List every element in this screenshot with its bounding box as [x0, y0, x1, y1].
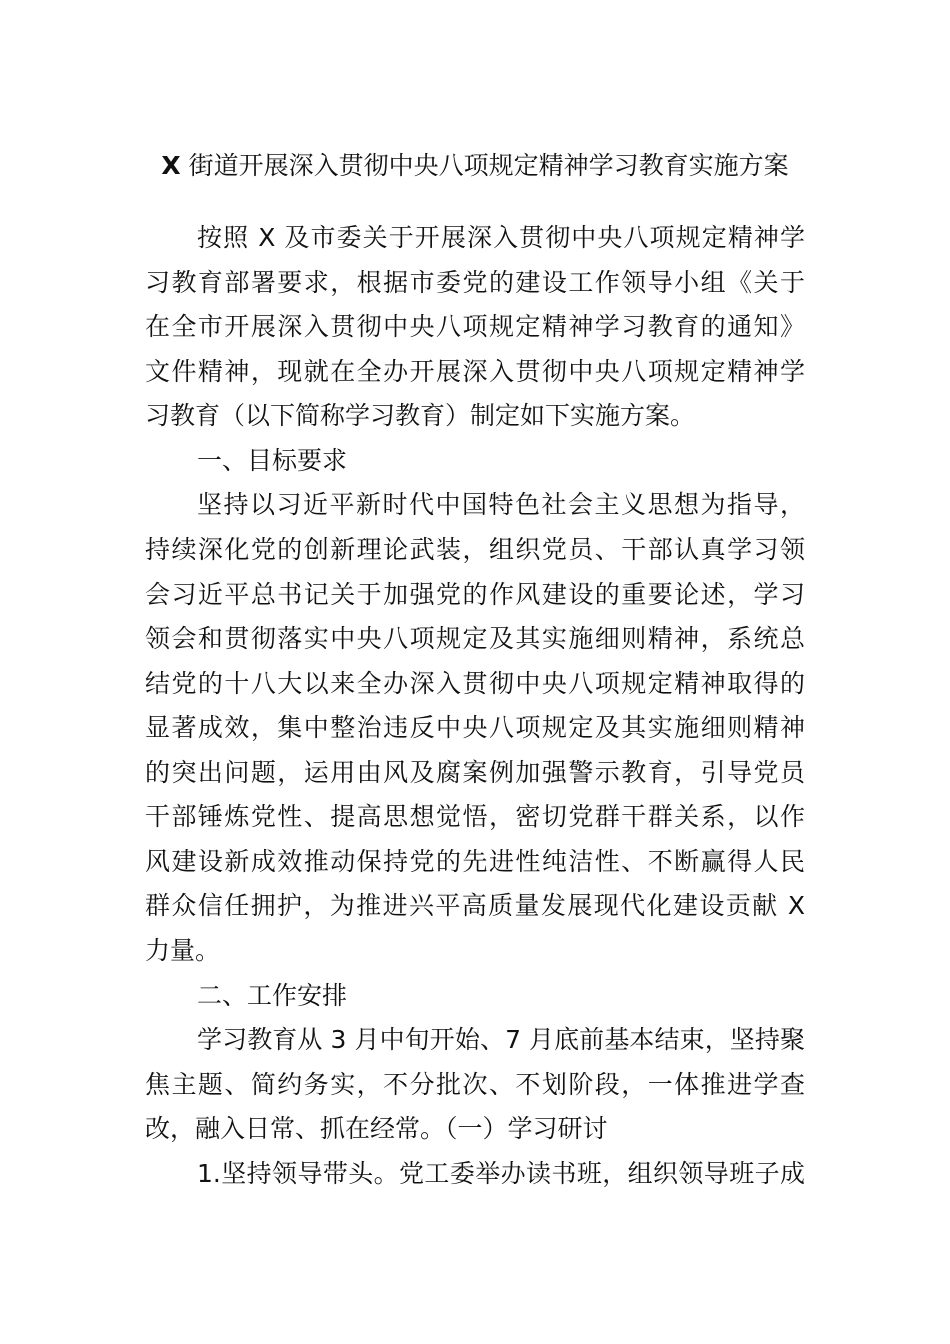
document-body — [145, 216, 805, 1196]
text-line: 结党的十八大以来全办深入贯彻中央八项规定精神取得的 — [145, 668, 805, 698]
text-line: 风建设新成效推动保持党的先进性纯洁性、不断赢得人民 — [145, 846, 805, 876]
text-line: 力量。 — [145, 936, 221, 965]
text-line: 的突出问题，运用由风及腐案例加强警示教育，引导党员 — [145, 757, 805, 787]
text-line: 习教育部署要求，根据市委党的建设工作领导小组《关于 — [145, 267, 805, 297]
text-line: 会习近平总书记关于加强党的作风建设的重要论述，学习 — [145, 579, 805, 609]
text-line: 领会和贯彻落实中央八项规定及其实施细则精神，系统总 — [145, 624, 805, 654]
text-line: 坚持以习近平新时代中国特色社会主义思想为指导， — [197, 490, 805, 520]
title-text: 街道开展深入贯彻中央八项规定精神学习教育实施方案 — [188, 151, 789, 180]
text-line: 改，融入日常、抓在经常。（一）学习研讨 — [145, 1114, 608, 1144]
text-line: 学习教育从 3 月中旬开始、7 月底前基本结束，坚持聚 — [197, 1025, 805, 1055]
text-line: 文件精神，现就在全办开展深入贯彻中央八项规定精神学 — [145, 356, 805, 386]
text-line: 群众信任拥护，为推进兴平高质量发展现代化建设贡献 X — [145, 891, 805, 921]
text-line: 按照 X 及市委关于开展深入贯彻中央八项规定精神学 — [197, 223, 805, 252]
document-title — [0, 146, 950, 186]
text-line: 焦主题、简约务实，不分批次、不划阶段，一体推进学查 — [145, 1069, 805, 1099]
text-line: 在全市开展深入贯彻中央八项规定精神学习教育的通知》 — [145, 312, 805, 342]
section-heading: 一、目标要求 — [197, 445, 348, 475]
text-line: 习教育（以下简称学习教育）制定如下实施方案。 — [145, 401, 696, 431]
section-heading: 二、工作安排 — [197, 980, 348, 1010]
text-line: 1.坚持领导带头。党工委举办读书班，组织领导班子成 — [197, 1158, 805, 1188]
text-line: 显著成效，集中整治违反中央八项规定及其实施细则精神 — [145, 713, 805, 743]
title-prefix: X — [161, 151, 181, 180]
text-line: 持续深化党的创新理论武装，组织党员、干部认真学习领 — [145, 534, 805, 564]
text-line: 干部锤炼党性、提高思想觉悟，密切党群干群关系，以作 — [145, 802, 805, 832]
